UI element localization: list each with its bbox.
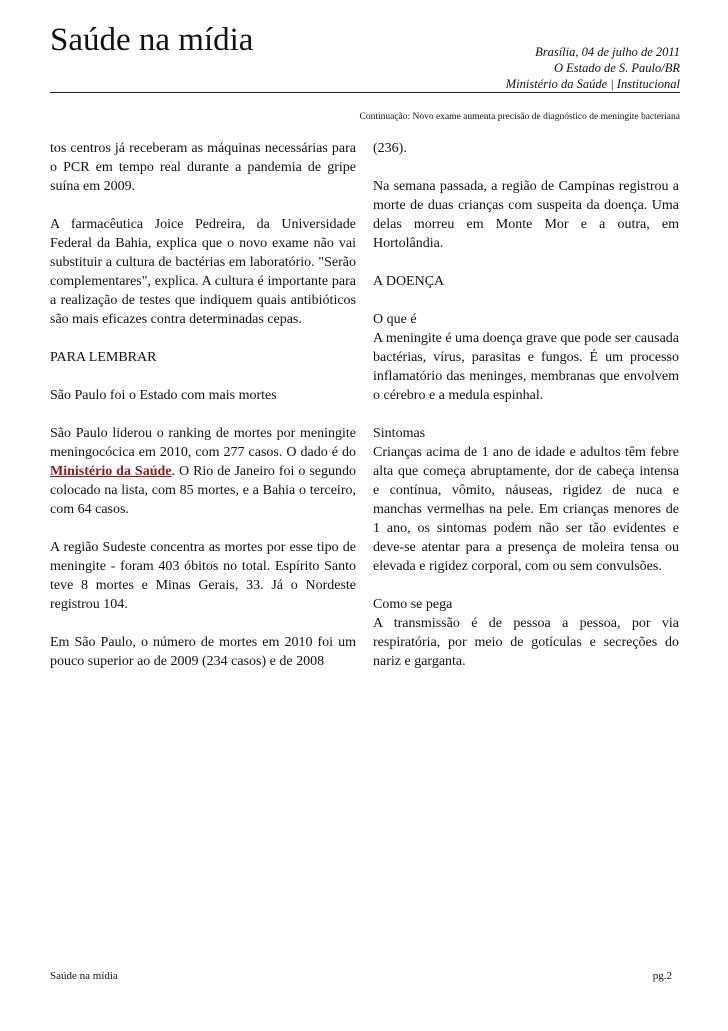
paragraph: A meningite é uma doença grave que pode ser causada bactérias, vírus, parasitas e fungos. É um processo inflamatório das meninges, membranas que envolvem o cérebro e a medula espinhal. [373,331,679,403]
paragraph-text: . O Rio de Janeiro foi o segundo colocado na lista, com 85 mortes, e a Bahia o terceiro, com 64 casos. [50,464,356,517]
right-column [373,139,679,690]
paragraph: Em São Paulo, o número de mortes em 2010 foi um pouco superior ao de 2009 (234 casos) e de 2008 [50,635,356,669]
topic-title: Sintomas [373,426,426,441]
left-column [50,139,356,690]
paragraph: A região Sudeste concentra as mortes por esse tipo de meningite - foram 403 óbitos no total. Espírito Santo teve 8 mortes e Minas Gerais, 33. Já o Nordeste registrou 104. [50,540,356,612]
topic-title: Como se pega [373,597,453,612]
paragraph: Crianças acima de 1 ano de idade e adultos têm febre alta que começa abruptamente, dor de cabeça intensa e contínua, vômito, náuseas, rigidez de nuca e manchas vermelhas na pele. Em crianças menores de 1 ano, os sintomas podem não ser tão evidentes e deve-se atentar para a presença de moleira tensa ou elevada e rigidez corporal, com ou sem convulsões. [373,445,679,574]
continuation-note: Continuação: Novo exame aumenta precisão de diagnóstico de meningite bacteriana [359,112,680,122]
footer-publication: Saúde na mídia [50,970,118,982]
header-rule [50,92,680,93]
section-heading: PARA LEMBRAR [50,350,157,365]
paragraph: A transmissão é de pessoa a pessoa, por via respiratória, por meio de gotículas e secreções do nariz e garganta. [373,616,679,669]
topic-title: O que é [373,312,417,327]
masthead-meta [506,44,680,92]
section-line: Ministério da Saúde | Institucional [505,77,680,91]
subheading: São Paulo foi o Estado com mais mortes [50,388,277,403]
section-heading: A DOENÇA [373,274,445,289]
paragraph: tos centros já receberam as máquinas necessárias para o PCR em tempo real durante a pandemia de gripe suína em 2009. [50,141,356,194]
source-line: O Estado de S. Paulo/BR [553,61,680,75]
date-line: Brasília, 04 de julho de 2011 [535,45,680,59]
paragraph: Na semana passada, a região de Campinas registrou a morte de duas crianças com suspeita da doença. Uma delas morreu em Monte Mor e a outra, em Hortolândia. [373,179,679,251]
paragraph: A farmacêutica Joice Pedreira, da Universidade Federal da Bahia, explica que o novo exame não vai substituir a cultura de bactérias em laboratório. "Serão complementares", explica. A cultura é importante para a realização de testes que indiquem quais antibióticos são mais eficazes contra determinadas cepas. [50,217,356,327]
masthead-title: Saúde na mídia [50,22,254,58]
paragraph-text: São Paulo liderou o ranking de mortes por meningite meningocócica em 2010, com 277 casos. O dado é do [50,426,356,460]
page-number: pg.2 [652,970,672,982]
paragraph: (236). [373,141,407,156]
paragraph [50,424,356,519]
ministerio-saude-link[interactable]: Ministério da Saúde [50,464,172,479]
